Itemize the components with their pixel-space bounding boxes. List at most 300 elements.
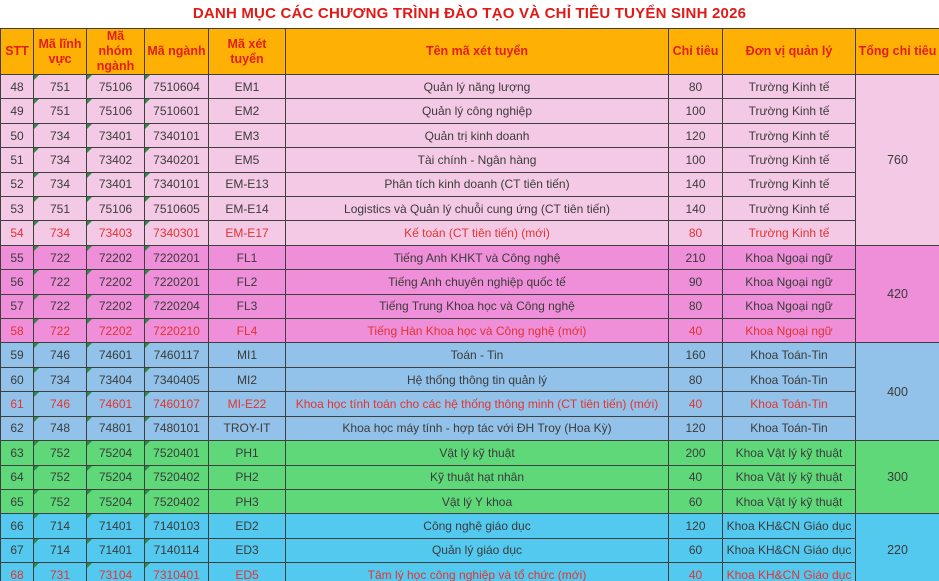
cell-text: Trường Kinh tế [748, 79, 830, 94]
cell-group-code[interactable] [87, 75, 145, 99]
cell-group-code[interactable] [87, 245, 145, 269]
cell-admission-code[interactable] [209, 245, 286, 269]
cell-field-code[interactable] [34, 75, 87, 99]
cell-text: 751 [49, 79, 71, 94]
cell-stt[interactable] [1, 294, 34, 318]
cell-name[interactable] [286, 367, 669, 391]
cell-error-indicator-icon [145, 319, 150, 324]
cell-error-indicator-icon [145, 197, 150, 202]
cell-error-indicator-icon [34, 490, 39, 495]
cell-quota[interactable] [669, 563, 723, 581]
cell-text: 731 [49, 567, 71, 581]
cell-error-indicator-icon [87, 124, 92, 129]
cell-field-code[interactable] [34, 563, 87, 581]
cell-quota[interactable] [669, 221, 723, 245]
cell-admission-code[interactable] [209, 148, 286, 172]
cell-text: 140 [685, 177, 706, 192]
cell-group-code[interactable] [87, 123, 145, 147]
cell-admission-code[interactable] [209, 172, 286, 196]
page-title: DANH MỤC CÁC CHƯƠNG TRÌNH ĐÀO TẠO VÀ CHỈ TIÊU TUYỂN SINH 2026 [0, 0, 939, 28]
cell-stt[interactable] [1, 319, 34, 343]
cell-unit[interactable] [723, 99, 856, 123]
cell-unit[interactable] [723, 197, 856, 221]
cell-field-code[interactable] [34, 319, 87, 343]
cell-stt[interactable] [1, 343, 34, 367]
cell-field-code[interactable] [34, 514, 87, 538]
cell-admission-code[interactable] [209, 441, 286, 465]
cell-group-code[interactable] [87, 197, 145, 221]
cell-error-indicator-icon [145, 246, 150, 251]
cell-group-code[interactable] [87, 343, 145, 367]
cell-major-code[interactable] [145, 270, 209, 294]
cell-unit[interactable] [723, 514, 856, 538]
cell-quota[interactable] [669, 294, 723, 318]
cell-admission-code[interactable] [209, 367, 286, 391]
cell-admission-code[interactable] [209, 514, 286, 538]
cell-group-code[interactable] [87, 489, 145, 513]
cell-text: 7220201 [153, 274, 200, 289]
cell-unit[interactable] [723, 294, 856, 318]
cell-error-indicator-icon [145, 514, 150, 519]
cell-text: FL4 [236, 323, 258, 338]
table-row [1, 172, 939, 196]
cell-error-indicator-icon [145, 124, 150, 129]
cell-error-indicator-icon [34, 173, 39, 178]
cell-name[interactable] [286, 489, 669, 513]
cell-quota[interactable] [669, 270, 723, 294]
admissions-table [0, 28, 939, 581]
cell-major-code[interactable] [145, 465, 209, 489]
cell-stt[interactable] [1, 270, 34, 294]
group-total-cell[interactable]: 420 [856, 245, 939, 343]
cell-error-indicator-icon [34, 466, 39, 471]
cell-major-code[interactable] [145, 489, 209, 513]
cell-text: 60 [688, 494, 703, 509]
cell-error-indicator-icon [87, 417, 92, 422]
cell-text: Logistics và Quản lý chuỗi cung ứng (CT tiên tiến) [344, 201, 610, 216]
cell-admission-code[interactable] [209, 465, 286, 489]
cell-stt[interactable] [1, 221, 34, 245]
cell-error-indicator-icon [87, 368, 92, 373]
cell-text: 56 [10, 274, 24, 289]
cell-text: ED2 [235, 519, 259, 534]
cell-text: EM1 [234, 79, 260, 94]
cell-major-code[interactable] [145, 367, 209, 391]
cell-quota[interactable] [669, 489, 723, 513]
cell-major-code[interactable] [145, 416, 209, 440]
cell-admission-code[interactable] [209, 221, 286, 245]
cell-admission-code[interactable] [209, 197, 286, 221]
cell-error-indicator-icon [34, 197, 39, 202]
cell-major-code[interactable] [145, 197, 209, 221]
cell-group-code[interactable] [87, 538, 145, 562]
table-row [1, 392, 939, 416]
cell-major-code[interactable] [145, 99, 209, 123]
cell-admission-code[interactable] [209, 392, 286, 416]
cell-error-indicator-icon [87, 539, 92, 544]
cell-text: Tiếng Anh chuyên nghiệp quốc tế [388, 274, 566, 289]
cell-quota[interactable] [669, 319, 723, 343]
cell-error-indicator-icon [145, 270, 150, 275]
cell-name[interactable] [286, 538, 669, 562]
cell-name[interactable] [286, 465, 669, 489]
cell-error-indicator-icon [87, 148, 92, 153]
cell-group-code[interactable] [87, 99, 145, 123]
cell-text: 200 [685, 445, 706, 460]
cell-error-indicator-icon [34, 343, 39, 348]
cell-field-code[interactable] [34, 148, 87, 172]
cell-stt[interactable] [1, 416, 34, 440]
cell-error-indicator-icon [145, 563, 150, 568]
cell-text: 61 [10, 396, 24, 411]
cell-error-indicator-icon [145, 148, 150, 153]
cell-stt[interactable] [1, 465, 34, 489]
cell-text: EM5 [234, 152, 260, 167]
cell-text: Khoa Toán-Tin [750, 372, 828, 387]
cell-field-code[interactable] [34, 441, 87, 465]
cell-group-code[interactable] [87, 172, 145, 196]
cell-text: Tiếng Hàn Khoa học và Công nghệ (mới) [367, 323, 587, 338]
cell-error-indicator-icon [34, 99, 39, 104]
cell-text: Khoa Vật lý kỹ thuật [735, 494, 843, 509]
cell-error-indicator-icon [34, 148, 39, 153]
cell-text: Trường Kinh tế [748, 152, 830, 167]
cell-admission-code[interactable] [209, 294, 286, 318]
cell-text: EM-E13 [225, 177, 269, 192]
cell-stt[interactable] [1, 392, 34, 416]
cell-field-code[interactable] [34, 416, 87, 440]
cell-quota[interactable] [669, 416, 723, 440]
cell-name[interactable] [286, 99, 669, 123]
cell-major-code[interactable] [145, 172, 209, 196]
cell-stt[interactable] [1, 99, 34, 123]
cell-text: Tiếng Trung Khoa học và Công nghệ [379, 299, 575, 314]
cell-text: Khoa Toán-Tin [750, 348, 828, 363]
cell-text: 7140103 [153, 519, 200, 534]
cell-text: 40 [688, 396, 703, 411]
cell-name[interactable] [286, 514, 669, 538]
cell-field-code[interactable] [34, 538, 87, 562]
cell-text: Trường Kinh tế [748, 177, 830, 192]
col-header-admission-name[interactable]: Tên mã xét tuyển [286, 29, 669, 75]
cell-text: 72202 [98, 299, 133, 314]
cell-quota[interactable] [669, 197, 723, 221]
cell-field-code[interactable] [34, 172, 87, 196]
col-header-field-code[interactable]: Mã lĩnh vực [34, 29, 87, 75]
cell-group-code[interactable] [87, 465, 145, 489]
cell-error-indicator-icon [87, 490, 92, 495]
cell-group-code[interactable] [87, 441, 145, 465]
cell-quota[interactable] [669, 343, 723, 367]
cell-unit[interactable] [723, 319, 856, 343]
cell-text: 7220201 [153, 250, 200, 265]
cell-unit[interactable] [723, 489, 856, 513]
cell-field-code[interactable] [34, 294, 87, 318]
cell-group-code[interactable] [87, 416, 145, 440]
cell-name[interactable] [286, 75, 669, 99]
cell-stt[interactable] [1, 148, 34, 172]
cell-major-code[interactable] [145, 148, 209, 172]
cell-name[interactable] [286, 148, 669, 172]
cell-field-code[interactable] [34, 123, 87, 147]
cell-major-code[interactable] [145, 319, 209, 343]
cell-unit[interactable] [723, 416, 856, 440]
cell-major-code[interactable] [145, 538, 209, 562]
cell-admission-code[interactable] [209, 343, 286, 367]
cell-text: 7140114 [153, 543, 200, 558]
cell-text: Tài chính - Ngân hàng [417, 152, 537, 167]
col-header-stt[interactable]: STT [1, 29, 34, 75]
cell-quota[interactable] [669, 441, 723, 465]
cell-stt[interactable] [1, 489, 34, 513]
cell-error-indicator-icon [87, 246, 92, 251]
cell-stt[interactable] [1, 197, 34, 221]
cell-error-indicator-icon [34, 539, 39, 544]
cell-text: 73402 [98, 152, 133, 167]
cell-text: FL3 [236, 299, 258, 314]
cell-name[interactable] [286, 221, 669, 245]
cell-text: 80 [688, 226, 703, 241]
cell-field-code[interactable] [34, 367, 87, 391]
table-row [1, 343, 939, 367]
cell-admission-code[interactable] [209, 123, 286, 147]
cell-unit[interactable] [723, 172, 856, 196]
cell-text: 80 [688, 79, 703, 94]
cell-text: Khoa Vật lý kỹ thuật [735, 470, 843, 485]
cell-text: 752 [49, 445, 71, 460]
col-header-quota[interactable]: Chỉ tiêu [669, 29, 723, 75]
cell-text: 7510601 [153, 104, 200, 119]
cell-admission-code[interactable] [209, 270, 286, 294]
cell-major-code[interactable] [145, 392, 209, 416]
cell-stt[interactable] [1, 367, 34, 391]
cell-text: 722 [49, 323, 71, 338]
table-body [1, 75, 939, 581]
cell-name[interactable] [286, 392, 669, 416]
cell-group-code[interactable] [87, 392, 145, 416]
cell-text: ED3 [235, 543, 259, 558]
cell-quota[interactable] [669, 148, 723, 172]
cell-major-code[interactable] [145, 294, 209, 318]
cell-text: FL1 [236, 250, 258, 265]
cell-text: 54 [10, 226, 24, 241]
cell-unit[interactable] [723, 392, 856, 416]
cell-quota[interactable] [669, 75, 723, 99]
cell-text: Tiếng Anh KHKT và Công nghệ [393, 250, 561, 265]
cell-unit[interactable] [723, 123, 856, 147]
cell-unit[interactable] [723, 441, 856, 465]
table-row [1, 367, 939, 391]
cell-unit[interactable] [723, 563, 856, 581]
col-header-major-code[interactable]: Mã ngành [145, 29, 209, 75]
cell-text: MI1 [236, 348, 257, 363]
cell-unit[interactable] [723, 245, 856, 269]
cell-text: 75106 [98, 201, 133, 216]
cell-stt[interactable] [1, 123, 34, 147]
cell-name[interactable] [286, 416, 669, 440]
cell-major-code[interactable] [145, 245, 209, 269]
cell-text: 74801 [98, 421, 133, 436]
cell-group-code[interactable] [87, 221, 145, 245]
cell-major-code[interactable] [145, 221, 209, 245]
col-header-group-code[interactable]: Mã nhóm ngành [87, 29, 145, 75]
table-row [1, 294, 939, 318]
cell-admission-code[interactable] [209, 489, 286, 513]
cell-admission-code[interactable] [209, 319, 286, 343]
cell-text: MI2 [236, 372, 257, 387]
cell-text: 75106 [98, 104, 133, 119]
cell-field-code[interactable] [34, 489, 87, 513]
cell-text: Khoa Ngoại ngữ [745, 299, 833, 314]
cell-text: 714 [49, 543, 71, 558]
cell-text: Vật lý Y khoa [441, 494, 513, 509]
cell-unit[interactable] [723, 343, 856, 367]
cell-text: 64 [10, 470, 24, 485]
cell-stt[interactable] [1, 514, 34, 538]
cell-field-code[interactable] [34, 392, 87, 416]
cell-error-indicator-icon [145, 539, 150, 544]
cell-group-code[interactable] [87, 563, 145, 581]
cell-major-code[interactable] [145, 123, 209, 147]
cell-error-indicator-icon [145, 368, 150, 373]
cell-text: Trường Kinh tế [748, 201, 830, 216]
cell-admission-code[interactable] [209, 538, 286, 562]
cell-quota[interactable] [669, 538, 723, 562]
cell-unit[interactable] [723, 465, 856, 489]
cell-admission-code[interactable] [209, 563, 286, 581]
cell-unit[interactable] [723, 270, 856, 294]
cell-text: Khoa Ngoại ngữ [745, 274, 833, 289]
cell-quota[interactable] [669, 123, 723, 147]
cell-quota[interactable] [669, 392, 723, 416]
group-total-cell[interactable]: 760 [856, 75, 939, 246]
cell-stt[interactable] [1, 538, 34, 562]
table-row [1, 441, 939, 465]
cell-text: 40 [688, 470, 703, 485]
cell-major-code[interactable] [145, 343, 209, 367]
cell-stt[interactable] [1, 245, 34, 269]
cell-name[interactable] [286, 245, 669, 269]
cell-text: 90 [688, 274, 703, 289]
cell-text: Khoa Ngoại ngữ [745, 323, 833, 338]
cell-major-code[interactable] [145, 441, 209, 465]
cell-error-indicator-icon [87, 270, 92, 275]
cell-error-indicator-icon [34, 75, 39, 80]
cell-unit[interactable] [723, 75, 856, 99]
cell-error-indicator-icon [34, 563, 39, 568]
cell-text: Hệ thống thông tin quản lý [406, 372, 548, 387]
cell-group-code[interactable] [87, 367, 145, 391]
cell-error-indicator-icon [34, 124, 39, 129]
cell-quota[interactable] [669, 514, 723, 538]
cell-error-indicator-icon [87, 99, 92, 104]
cell-unit[interactable] [723, 221, 856, 245]
cell-quota[interactable] [669, 245, 723, 269]
cell-group-code[interactable] [87, 514, 145, 538]
cell-name[interactable] [286, 172, 669, 196]
cell-quota[interactable] [669, 367, 723, 391]
cell-group-code[interactable] [87, 294, 145, 318]
cell-text: 751 [49, 104, 71, 119]
cell-text: 7510605 [153, 201, 200, 216]
cell-name[interactable] [286, 343, 669, 367]
cell-field-code[interactable] [34, 465, 87, 489]
cell-unit[interactable] [723, 148, 856, 172]
cell-field-code[interactable] [34, 245, 87, 269]
cell-text: Quản lý giáo dục [431, 543, 523, 558]
cell-major-code[interactable] [145, 514, 209, 538]
cell-text: 7340101 [153, 177, 200, 192]
cell-name[interactable] [286, 319, 669, 343]
cell-stt[interactable] [1, 172, 34, 196]
cell-text: 7310401 [153, 567, 200, 581]
cell-text: 140 [685, 201, 706, 216]
cell-major-code[interactable] [145, 563, 209, 581]
group-total-cell[interactable]: 220 [856, 514, 939, 581]
group-total-cell[interactable]: 300 [856, 441, 939, 514]
cell-quota[interactable] [669, 99, 723, 123]
cell-unit[interactable] [723, 367, 856, 391]
cell-text: 100 [685, 152, 706, 167]
cell-name[interactable] [286, 123, 669, 147]
cell-error-indicator-icon [34, 246, 39, 251]
cell-error-indicator-icon [34, 295, 39, 300]
cell-name[interactable] [286, 563, 669, 581]
cell-quota[interactable] [669, 172, 723, 196]
cell-group-code[interactable] [87, 270, 145, 294]
cell-text: 746 [49, 396, 71, 411]
cell-text: Kỹ thuật hạt nhân [429, 470, 525, 485]
cell-field-code[interactable] [34, 270, 87, 294]
col-header-admission-code[interactable]: Mã xét tuyển [209, 29, 286, 75]
cell-text: 72202 [98, 323, 133, 338]
cell-field-code[interactable] [34, 221, 87, 245]
group-total-cell[interactable]: 400 [856, 343, 939, 441]
cell-field-code[interactable] [34, 197, 87, 221]
cell-name[interactable] [286, 270, 669, 294]
cell-error-indicator-icon [87, 392, 92, 397]
cell-stt[interactable] [1, 75, 34, 99]
cell-error-indicator-icon [145, 99, 150, 104]
cell-text: 714 [49, 519, 71, 534]
cell-name[interactable] [286, 197, 669, 221]
cell-quota[interactable] [669, 465, 723, 489]
cell-field-code[interactable] [34, 99, 87, 123]
cell-text: 68 [10, 567, 24, 581]
cell-text: 73104 [98, 567, 133, 581]
col-header-total-quota[interactable]: Tổng chỉ tiêu [856, 29, 939, 75]
cell-text: 722 [49, 250, 71, 265]
cell-text: 75204 [98, 494, 133, 509]
cell-major-code[interactable] [145, 75, 209, 99]
cell-text: 67 [10, 543, 24, 558]
cell-text: 60 [10, 372, 24, 387]
col-header-unit[interactable]: Đơn vị quản lý [723, 29, 856, 75]
cell-name[interactable] [286, 294, 669, 318]
cell-group-code[interactable] [87, 148, 145, 172]
cell-admission-code[interactable] [209, 416, 286, 440]
cell-text: Quản lý công nghiệp [421, 104, 533, 119]
cell-field-code[interactable] [34, 343, 87, 367]
cell-text: 73401 [98, 128, 133, 143]
cell-admission-code[interactable] [209, 99, 286, 123]
cell-stt[interactable] [1, 441, 34, 465]
cell-name[interactable] [286, 441, 669, 465]
cell-unit[interactable] [723, 538, 856, 562]
cell-stt[interactable] [1, 563, 34, 581]
cell-group-code[interactable] [87, 319, 145, 343]
cell-admission-code[interactable] [209, 75, 286, 99]
